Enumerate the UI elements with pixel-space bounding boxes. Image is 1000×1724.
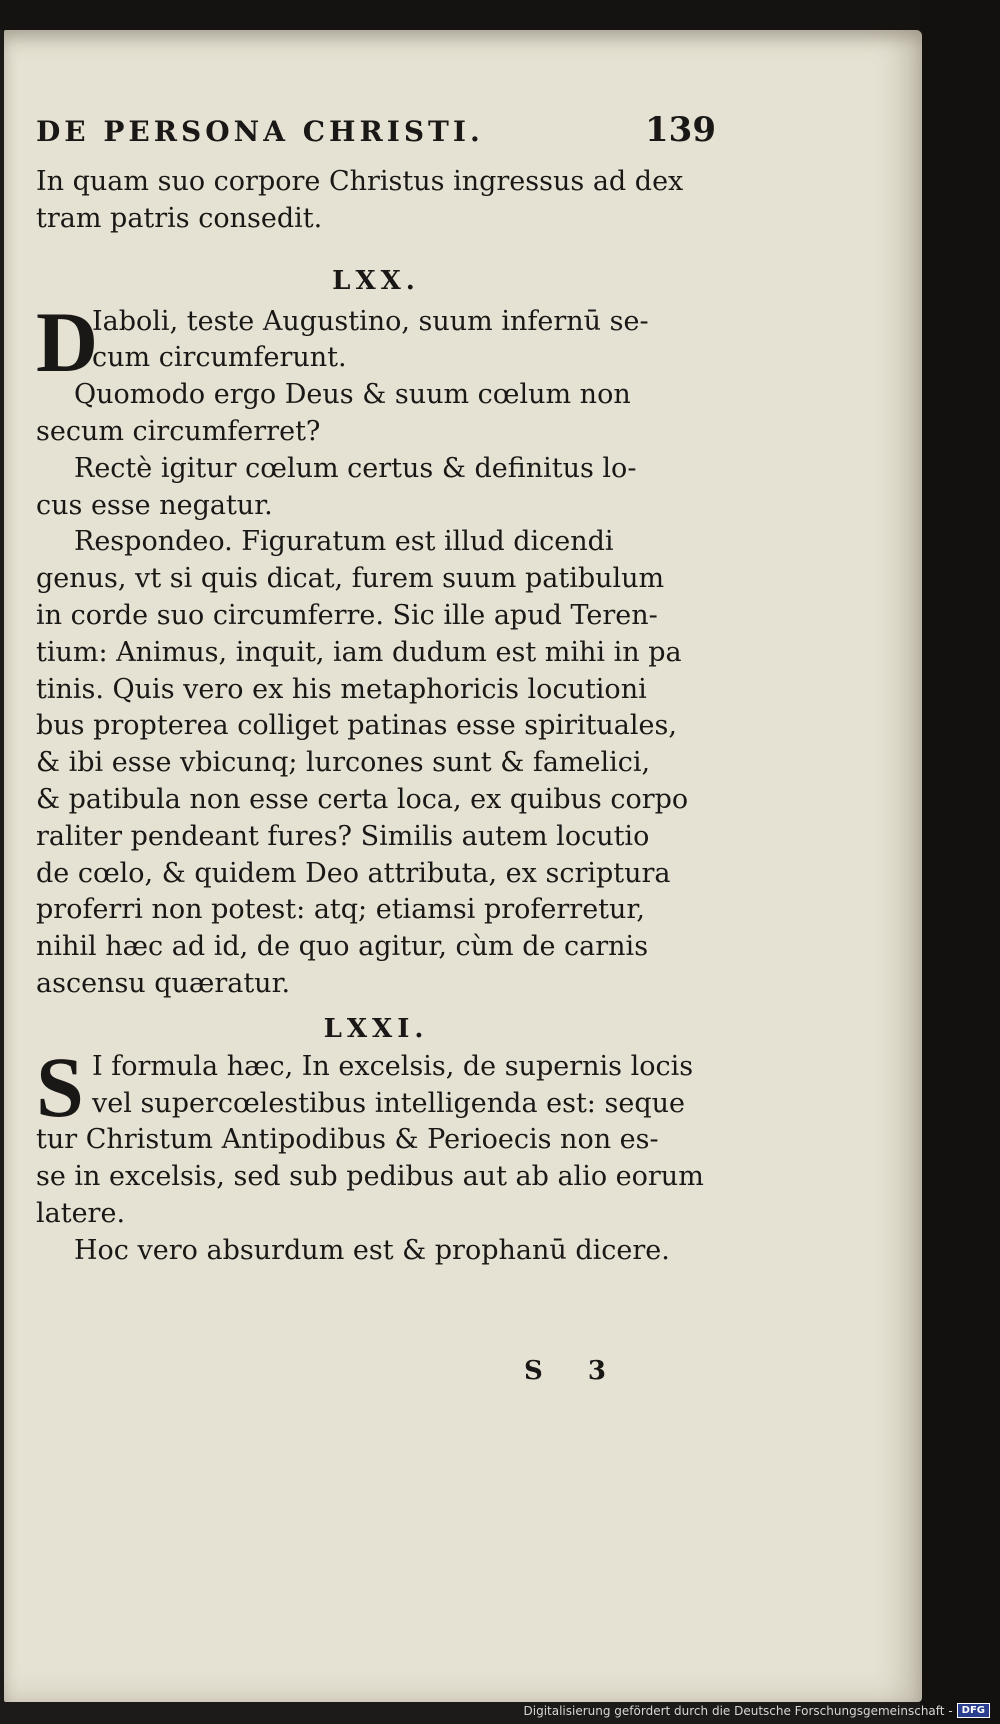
text-line: In quam suo corpore Christus ingressus ad dex bbox=[36, 166, 684, 197]
text-line: de cœlo, & quidem Deo attributa, ex scriptura bbox=[36, 857, 671, 889]
text-line: se in excelsis, sed sub pedibus aut ab alio eorum bbox=[36, 1161, 704, 1193]
text-line: Iaboli, teste Augustino, suum infernū se- bbox=[92, 305, 649, 337]
text-line: raliter pendeant fures? Similis autem locutio bbox=[36, 820, 650, 852]
drop-cap-initial: S bbox=[36, 1038, 84, 1135]
book-page bbox=[4, 30, 922, 1702]
section-lxxi-body bbox=[36, 1122, 716, 1269]
paragraph-with-initial bbox=[36, 293, 716, 390]
text-line: & patibula non esse certa loca, ex quibus corpo bbox=[36, 783, 689, 815]
text-line: I formula hæc, In excelsis, de supernis locis bbox=[92, 1050, 694, 1082]
text-line: cum circumferunt. bbox=[92, 342, 347, 374]
text-line: in corde suo circumferre. Sic ille apud Teren- bbox=[36, 599, 658, 631]
text-line: nihil hæc ad id, de quo agitur, cùm de carnis bbox=[36, 931, 649, 963]
text-line: Respondeo. Figuratum est illud dicendi bbox=[74, 526, 614, 558]
section-heading-lxxi: LXXI. bbox=[323, 1013, 429, 1044]
section-heading-lxx: LXX. bbox=[332, 265, 420, 296]
text-line: Rectè igitur cœlum certus & definitus lo- bbox=[74, 452, 637, 484]
drop-cap-initial: D bbox=[36, 293, 99, 390]
paragraph-with-initial bbox=[36, 1038, 716, 1135]
running-title: DE PERSONA CHRISTI. bbox=[36, 115, 484, 148]
text-line: Hoc vero absurdum est & prophanū dicere. bbox=[74, 1234, 670, 1266]
text-line: tur Christum Antipodibus & Perioecis non es- bbox=[36, 1124, 659, 1156]
dfg-logo-icon: DFG bbox=[957, 1703, 990, 1718]
running-header bbox=[36, 112, 716, 164]
signature-mark: S 3 bbox=[524, 1356, 624, 1386]
text-line: genus, vt si quis dicat, furem suum patibulum bbox=[36, 563, 665, 595]
digitization-credit bbox=[524, 1703, 991, 1718]
text-line: proferri non potest: atq; etiamsi proferretur, bbox=[36, 894, 645, 926]
text-line: & ibi esse vbicunq; lurcones sunt & famelici, bbox=[36, 747, 651, 779]
text-line: tium: Animus, inquit, iam dudum est mihi in pa bbox=[36, 636, 682, 668]
text-line: bus propterea colliget patinas esse spirituales, bbox=[36, 710, 677, 742]
text-line: tram patris consedit. bbox=[36, 202, 323, 234]
text-line: ascensu quæratur. bbox=[36, 967, 291, 999]
text-line: tinis. Quis vero ex his metaphoricis locutioni bbox=[36, 673, 647, 705]
scan-right-shadow bbox=[920, 0, 1000, 1724]
credit-text: Digitalisierung gefördert durch die Deutsche Forschungsgemeinschaft - bbox=[523, 1703, 953, 1718]
section-lxx-body bbox=[36, 377, 716, 1003]
text-line: secum circumferret? bbox=[36, 415, 321, 447]
scan-top-edge bbox=[0, 0, 1000, 30]
text-line: latere. bbox=[36, 1197, 126, 1229]
text-line: vel supercœlestibus intelligenda est: seque bbox=[92, 1087, 685, 1119]
text-block bbox=[36, 112, 716, 1270]
page-number: 139 bbox=[645, 110, 716, 150]
text-line: Quomodo ergo Deus & suum cœlum non bbox=[74, 379, 631, 411]
text-line: cus esse negatur. bbox=[36, 489, 273, 521]
